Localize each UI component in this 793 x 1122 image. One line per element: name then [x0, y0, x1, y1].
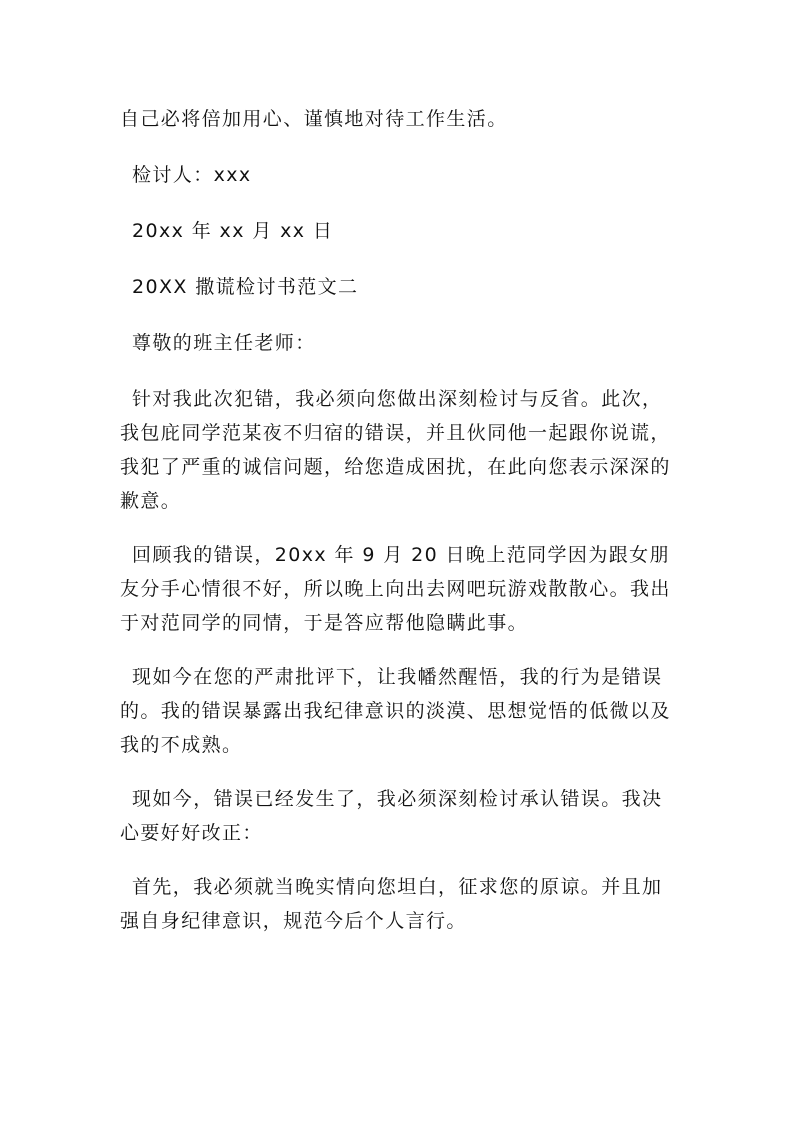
- paragraph-first-step: 首先，我必须就当晚实情向您坦白，征求您的原谅。并且加强自身纪律意识，规范今后个人言行。: [120, 876, 663, 932]
- paragraph-resolution: 现如今，错误已经发生了，我必须深刻检讨承认错误。我决心要好好改正：: [120, 788, 663, 844]
- paragraph-review: 回顾我的错误，20xx 年 9 月 20 日晚上范同学因为跟女朋友分手心情很不好，所以晚上向出去网吧玩游戏散散心。我出于对范同学的同情，于是答应帮他隐瞒此事。: [120, 544, 671, 634]
- section-title: 20XX 撒谎检讨书范文二: [132, 276, 359, 298]
- date-line: 20xx 年 xx 月 xx 日: [132, 220, 334, 242]
- closing-sentence: 自己必将倍加用心、谨慎地对待工作生活。: [120, 108, 508, 130]
- signature-line: 检讨人：xxx: [132, 164, 252, 186]
- salutation: 尊敬的班主任老师：: [132, 332, 316, 354]
- paragraph-reflection: 现如今在您的严肃批评下，让我幡然醒悟，我的行为是错误的。我的错误暴露出我纪律意识的淡漠、思想觉悟的低微以及我的不成熟。: [120, 666, 671, 756]
- paragraph-apology: 针对我此次犯错，我必须向您做出深刻检讨与反省。此次，我包庇同学范某夜不归宿的错误，并且伙同他一起跟你说谎，我犯了严重的诚信问题，给您造成困扰，在此向您表示深深的歉意。: [120, 388, 671, 512]
